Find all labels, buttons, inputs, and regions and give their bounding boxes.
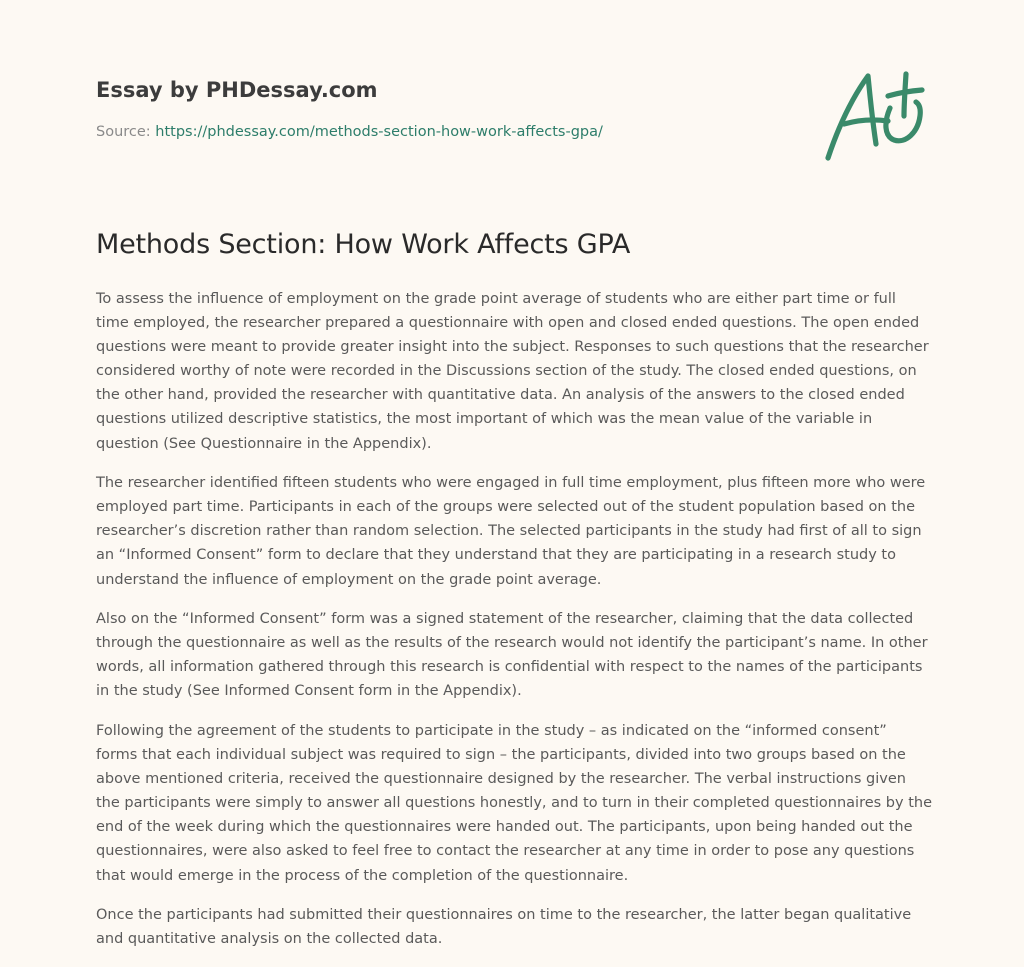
article-title: Methods Section: How Work Affects GPA xyxy=(96,229,631,260)
paragraph: Once the participants had submitted their questionnaires on time to the researcher, the latter began qualitative and quantitative analysis on the collected data. xyxy=(96,907,912,948)
article xyxy=(96,225,932,967)
paragraph: Also on the “Informed Consent” form was a signed statement of the researcher, claiming that the data collected through the questionnaire as well as the results of the research would not identify the participant’s name. In other words, all information gathered through this research is confidential with respect to the names of the participants in the study (See Informed Consent form in the Appendix). xyxy=(96,611,928,700)
paragraph: The researcher identified fifteen students who were engaged in full time employment, plus fifteen more who were employed part time. Participants in each of the groups were selected out of the student population based on the researcher’s discretion rather than random selection. The selected participants in the study had first of all to sign an “Informed Consent” form to declare that they understand that they are participating in a research study to understand the influence of employment on the grade point average. xyxy=(96,475,926,588)
source-label: Source: xyxy=(96,124,156,140)
site-title: Essay by PHDessay.com xyxy=(96,78,378,102)
source-line xyxy=(96,122,856,142)
paragraph: To assess the influence of employment on the grade point average of students who are either part time or full time employed, the researcher prepared a questionnaire with open and closed ended questions. The open ended questions were meant to provide greater insight into the subject. Responses to such questions that the researcher considered worthy of note were recorded in the Discussions section of the study. The closed ended questions, on the other hand, provided the researcher with quantitative data. An analysis of the answers to the closed ended questions utilized descriptive statistics, the most important of which was the mean value of the variable in question (See Questionnaire in the Appendix). xyxy=(96,291,929,452)
paragraph: Following the agreement of the students to participate in the study – as indicated on the “informed consent” forms that each individual subject was required to sign – the participants, divided into two groups based on the above mentioned criteria, received the questionnaire designed by the researcher. The verbal instructions given the participants were simply to answer all questions honestly, and to turn in their completed questionnaires by the end of the week during which the questionnaires were handed out. The participants, upon being handed out the questionnaires, were also asked to feel free to contact the researcher at any time in order to pose any questions that would emerge in the process of the completion of the questionnaire. xyxy=(96,723,932,884)
a-plus-grade-icon xyxy=(818,66,930,164)
page-header xyxy=(96,76,856,142)
source-link[interactable]: https://phdessay.com/methods-section-how-work-affects-gpa/ xyxy=(155,124,603,140)
